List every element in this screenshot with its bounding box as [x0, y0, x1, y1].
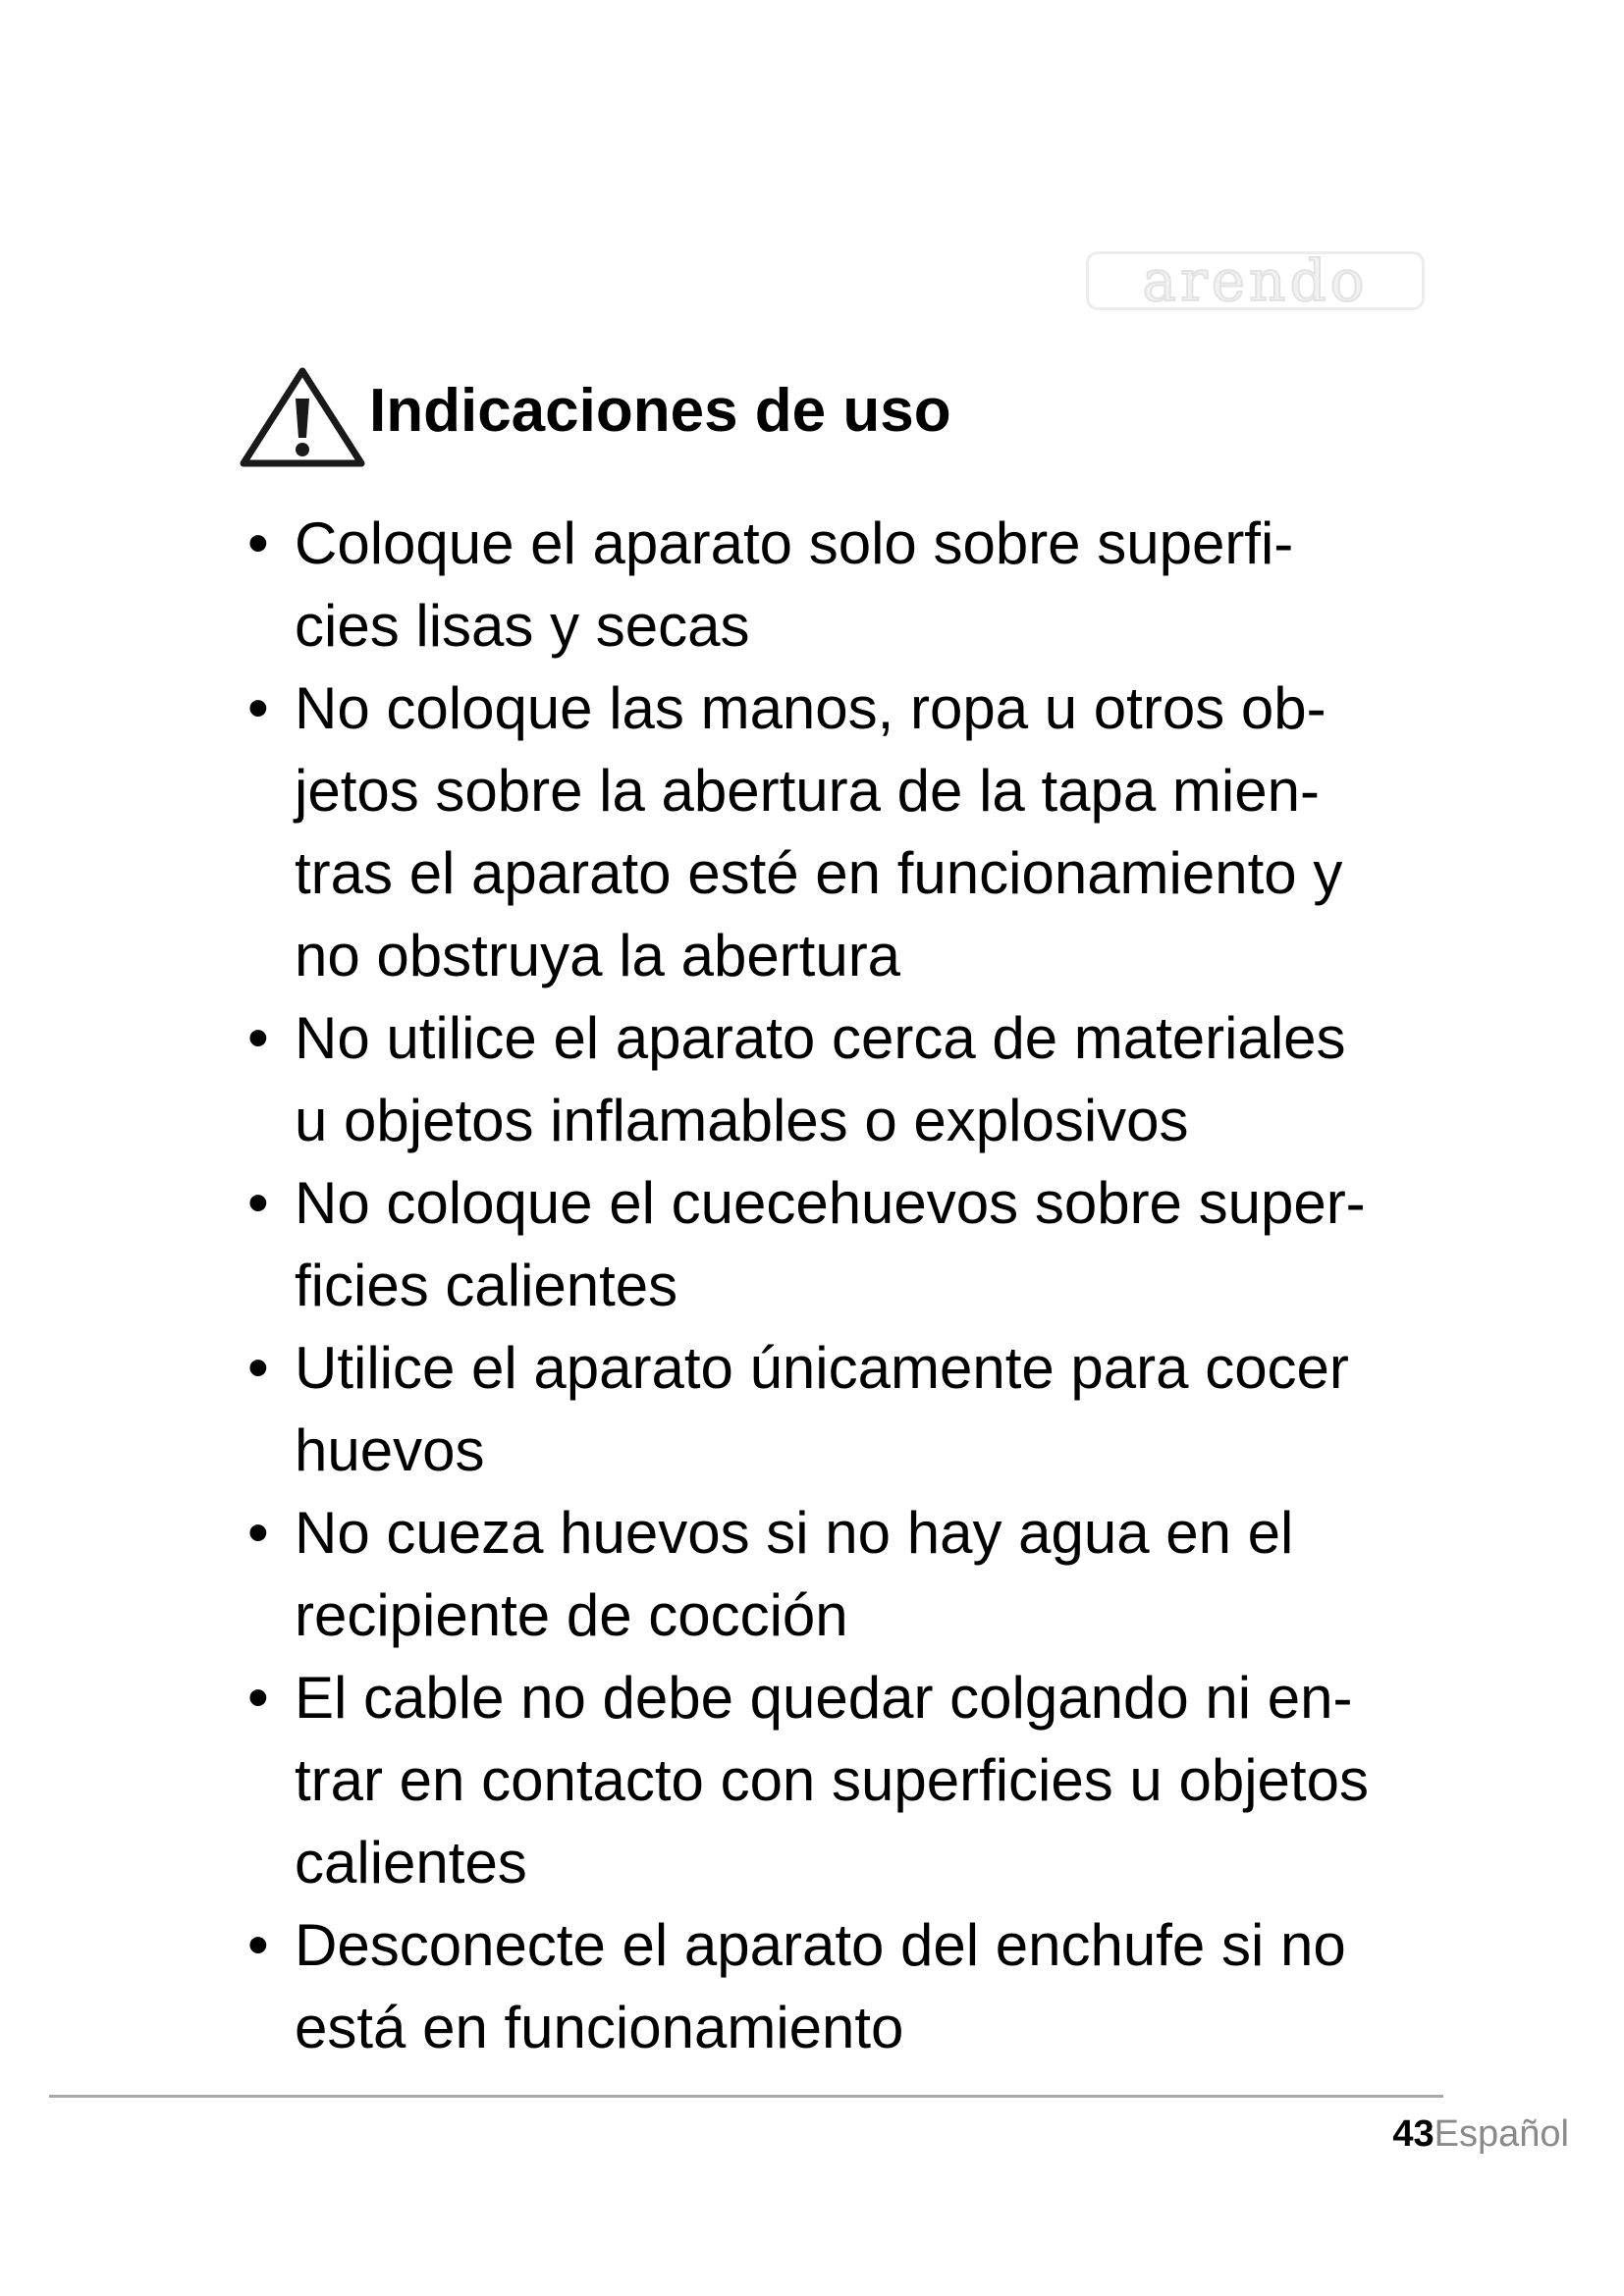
list-item-line: huevos: [295, 1417, 485, 1483]
list-item-line: trar en contacto con superficies u objetos: [295, 1747, 1369, 1813]
page-footer: [1392, 2110, 1569, 2158]
section-title: Indicaciones de uso: [369, 376, 951, 445]
section-heading: [238, 363, 951, 471]
list-item-line: tras el aparato esté en funcionamiento y: [295, 840, 1343, 906]
list-item-line: recipiente de cocción: [295, 1582, 848, 1648]
bullet-mark: •: [247, 1664, 269, 1732]
warning-triangle-icon: [238, 363, 367, 471]
list-item-line: El cable no debe quedar colgando ni en-: [295, 1665, 1353, 1731]
list-item-text: [273, 503, 1293, 667]
brand-logo-text: arendo: [1142, 247, 1369, 314]
list-item-line: Desconecte el aparato del enchufe si no: [295, 1912, 1346, 1978]
bullet-mark: •: [247, 509, 269, 577]
list-item-line: Coloque el aparato solo sobre superfi-: [295, 510, 1294, 576]
bullet-mark: •: [247, 1499, 269, 1567]
list-item-line: ficies calientes: [295, 1253, 678, 1318]
list-item-line: no obstruya la abertura: [295, 923, 901, 988]
bullet-mark: •: [247, 1169, 269, 1237]
list-item-text: [273, 1327, 1349, 1492]
list-item-line: calientes: [295, 1830, 527, 1896]
list-item-line: u objetos inflamables o explosivos: [295, 1088, 1189, 1153]
usage-instructions-list: [247, 503, 1475, 2069]
list-item-line: jetos sobre la abertura de la tapa mien-: [295, 758, 1320, 824]
bullet-mark: •: [247, 1004, 269, 1072]
list-item: [247, 667, 1475, 997]
list-item: [247, 997, 1475, 1162]
page-number: 43: [1392, 2113, 1435, 2155]
list-item-text: [273, 997, 1346, 1162]
list-item: [247, 1162, 1475, 1327]
bullet-mark: •: [247, 1911, 269, 1979]
list-item: [247, 1657, 1475, 1904]
list-item-line: No cueza huevos si no hay agua en el: [295, 1500, 1294, 1566]
bullet-mark: •: [247, 1334, 269, 1402]
list-item-line: Utilice el aparato únicamente para cocer: [295, 1335, 1349, 1401]
list-item-text: [273, 1904, 1346, 2069]
list-item-text: [273, 1657, 1369, 1904]
footer-language: Español: [1434, 2113, 1569, 2155]
list-item-line: cies lisas y secas: [295, 593, 750, 659]
brand-logo: [1086, 247, 1425, 314]
list-item: [247, 503, 1475, 667]
list-item-line: No coloque el cuecehuevos sobre super-: [295, 1170, 1366, 1236]
footer-divider: [49, 2095, 1443, 2098]
bullet-mark: •: [247, 674, 269, 742]
list-item: [247, 1492, 1475, 1657]
list-item-text: [273, 1162, 1366, 1327]
list-item: [247, 1327, 1475, 1492]
list-item: [247, 1904, 1475, 2069]
list-item-line: No utilice el aparato cerca de materiales: [295, 1005, 1346, 1071]
list-item-text: [273, 667, 1342, 997]
list-item-line: No coloque las manos, ropa u otros ob-: [295, 675, 1326, 741]
list-item-line: está en funcionamiento: [295, 1995, 904, 2060]
list-item-text: [273, 1492, 1293, 1657]
